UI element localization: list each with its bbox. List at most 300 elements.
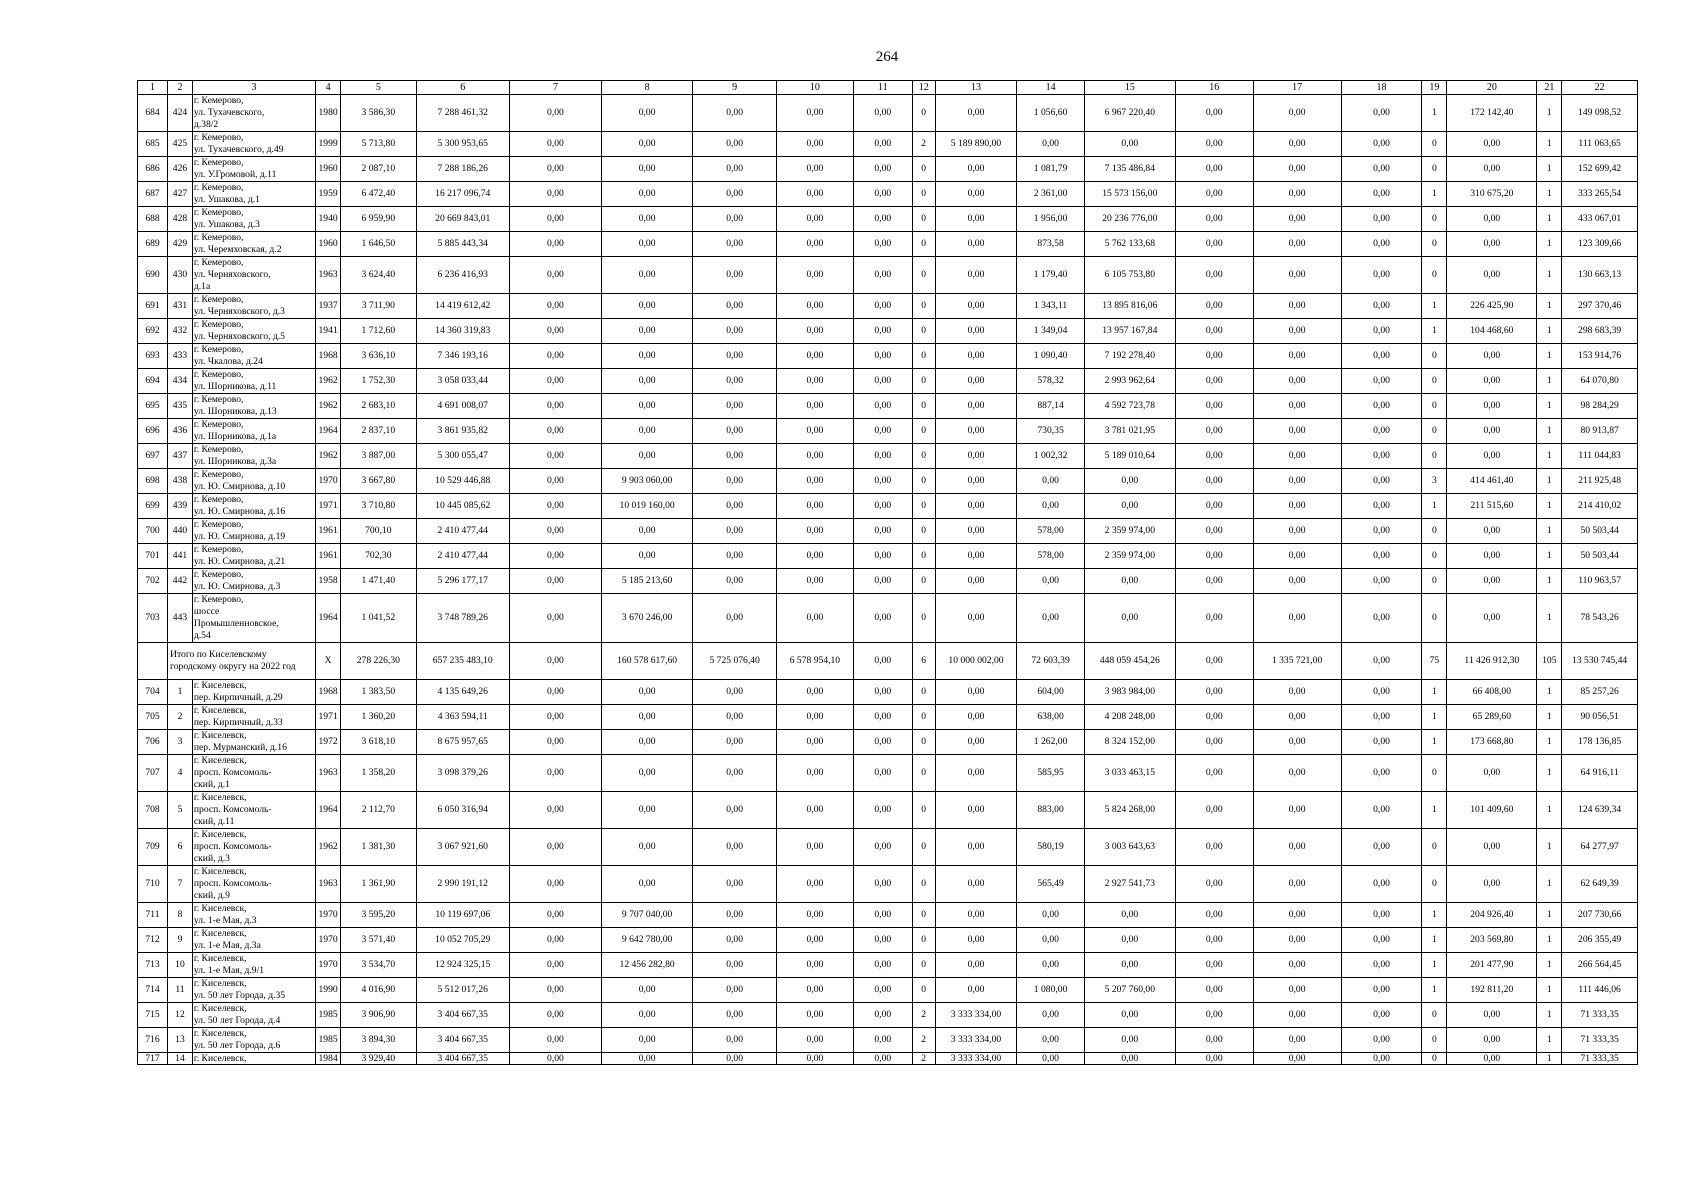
table-cell: 0,00 (1084, 569, 1175, 594)
table-cell: 0,00 (1175, 319, 1253, 344)
address-cell: г. Кемерово, ул. Ушакова, д.1 (192, 182, 315, 207)
table-cell: 0 (912, 469, 935, 494)
table-row (138, 680, 1638, 705)
table-cell: 1984 (316, 1053, 341, 1065)
table-cell: 201 477,90 (1447, 953, 1537, 978)
table-cell: 430 (168, 257, 193, 294)
address-cell: г. Киселевск, ул. 50 лет Города, д.35 (192, 978, 315, 1003)
table-cell: 0,00 (935, 469, 1017, 494)
table-cell: 0,00 (1341, 394, 1422, 419)
table-cell: 0,00 (935, 705, 1017, 730)
table-cell: 0,00 (1253, 294, 1341, 319)
table-cell: 3 710,80 (341, 494, 417, 519)
table-cell: 130 663,13 (1562, 257, 1638, 294)
table-cell: 0,00 (693, 344, 777, 369)
table-cell: 578,00 (1017, 544, 1084, 569)
table-cell: 3 067 921,60 (416, 829, 509, 866)
table-cell: 0,00 (935, 182, 1017, 207)
table-cell: 1980 (316, 95, 341, 132)
table-cell: 62 649,39 (1562, 866, 1638, 903)
table-cell: 0,00 (853, 643, 912, 680)
table-cell: 0,00 (1175, 369, 1253, 394)
table-cell: 0 (1422, 419, 1447, 444)
column-header: 4 (316, 81, 341, 95)
table-cell: 104 468,60 (1447, 319, 1537, 344)
table-cell: 1 335 721,00 (1253, 643, 1341, 680)
table-cell: 0,00 (853, 519, 912, 544)
table-cell: 1 361,90 (341, 866, 417, 903)
table-cell: 0,00 (1341, 705, 1422, 730)
table-cell: 1 (1537, 294, 1562, 319)
table-cell: 0,00 (693, 829, 777, 866)
table-cell: 0 (912, 928, 935, 953)
table-cell: 2 112,70 (341, 792, 417, 829)
table-cell: 0,00 (853, 569, 912, 594)
table-cell: 1 (1537, 730, 1562, 755)
table-cell: 873,58 (1017, 232, 1084, 257)
address-cell: г. Киселевск, просп. Комсомоль- ский, д.1 (192, 755, 315, 792)
table-cell: 1 (1537, 232, 1562, 257)
table-cell: 0,00 (1175, 928, 1253, 953)
address-cell: г. Киселевск, пер. Мурманский, д.16 (192, 730, 315, 755)
table-cell: 0,00 (1084, 1003, 1175, 1028)
table-cell: 0,00 (853, 319, 912, 344)
table-cell: 0,00 (509, 444, 601, 469)
table-cell: 0 (912, 594, 935, 643)
table-cell: 2 990 191,12 (416, 866, 509, 903)
table-cell: 0,00 (777, 132, 854, 157)
table-cell: 690 (138, 257, 168, 294)
table-cell: 1964 (316, 594, 341, 643)
address-cell: г. Киселевск, пер. Кирпичный, д.33 (192, 705, 315, 730)
table-cell: 226 425,90 (1447, 294, 1537, 319)
table-cell: 0,00 (1447, 257, 1537, 294)
table-cell: 1 (1422, 730, 1447, 755)
table-cell: 0 (912, 157, 935, 182)
table-cell: 1937 (316, 294, 341, 319)
table-row (138, 928, 1638, 953)
table-cell: 2 087,10 (341, 157, 417, 182)
table-cell: 0,00 (1341, 444, 1422, 469)
table-cell: 0 (912, 953, 935, 978)
column-header: 5 (341, 81, 417, 95)
table-cell: 0,00 (509, 207, 601, 232)
table-cell: 0,00 (509, 494, 601, 519)
table-cell: 0,00 (602, 95, 693, 132)
table-cell: 0,00 (602, 866, 693, 903)
table-cell: 0,00 (1175, 1003, 1253, 1028)
table-cell: 1972 (316, 730, 341, 755)
table-cell: 1971 (316, 494, 341, 519)
table-cell: 432 (168, 319, 193, 344)
table-cell: 436 (168, 419, 193, 444)
table-cell: 0,00 (1447, 1053, 1537, 1065)
table-cell: 0 (912, 494, 935, 519)
table-cell: 0,00 (693, 95, 777, 132)
table-cell: 717 (138, 1053, 168, 1065)
table-cell: 1 002,32 (1017, 444, 1084, 469)
table-cell: 7 288 461,32 (416, 95, 509, 132)
table-cell: 1962 (316, 444, 341, 469)
table-cell: 0,00 (509, 829, 601, 866)
table-cell: 178 136,85 (1562, 730, 1638, 755)
table-cell: 714 (138, 978, 168, 1003)
table-cell: 0,00 (1341, 755, 1422, 792)
table-cell: 0,00 (935, 730, 1017, 755)
table-cell: 0 (1422, 1028, 1447, 1053)
table-cell: 0,00 (1341, 1003, 1422, 1028)
table-cell: 2 837,10 (341, 419, 417, 444)
table-cell: 3 781 021,95 (1084, 419, 1175, 444)
table-cell: 2 (168, 705, 193, 730)
table-cell: 0 (1422, 569, 1447, 594)
table-cell: 1 (1537, 1053, 1562, 1065)
table-cell: 2 (912, 132, 935, 157)
table-cell: 3 571,40 (341, 928, 417, 953)
table-cell: 0,00 (1175, 444, 1253, 469)
table-cell: 448 059 454,26 (1084, 643, 1175, 680)
table-cell: 1985 (316, 1028, 341, 1053)
table-cell: 0 (912, 95, 935, 132)
table-cell: 0,00 (602, 394, 693, 419)
table-cell: 1 (1422, 294, 1447, 319)
table-cell: 50 503,44 (1562, 544, 1638, 569)
table-cell: 0,00 (693, 544, 777, 569)
table-cell: 2 (912, 1053, 935, 1065)
table-cell: 10 052 705,29 (416, 928, 509, 953)
table-cell: 438 (168, 469, 193, 494)
table-cell: 705 (138, 705, 168, 730)
address-cell: г. Кемерово, ул. Чкалова, д.24 (192, 344, 315, 369)
table-cell: 211 515,60 (1447, 494, 1537, 519)
table-cell: 153 914,76 (1562, 344, 1638, 369)
table-cell: 297 370,46 (1562, 294, 1638, 319)
table-cell: 0,00 (935, 394, 1017, 419)
table-cell: 0,00 (509, 544, 601, 569)
table-cell: 0,00 (935, 928, 1017, 953)
table-cell: 0,00 (693, 928, 777, 953)
table-cell: 0,00 (1341, 494, 1422, 519)
table-cell: 0,00 (853, 755, 912, 792)
table-cell: 688 (138, 207, 168, 232)
table-cell: 0 (912, 344, 935, 369)
table-cell: 0 (1422, 1003, 1447, 1028)
table-cell: 105 (1537, 643, 1562, 680)
table-cell: 71 333,35 (1562, 1003, 1638, 1028)
table-cell: 6 050 316,94 (416, 792, 509, 829)
table-cell: 10 019 160,00 (602, 494, 693, 519)
table-cell: 0,00 (1447, 866, 1537, 903)
table-cell: 0,00 (509, 394, 601, 419)
table-cell: 1 471,40 (341, 569, 417, 594)
table-cell: 5 189 010,64 (1084, 444, 1175, 469)
table-cell: 1 (1422, 95, 1447, 132)
table-cell: 0,00 (602, 1028, 693, 1053)
table-cell: 1 (1537, 1028, 1562, 1053)
table-cell: 0,00 (1175, 705, 1253, 730)
table-cell: 0,00 (693, 1053, 777, 1065)
table-cell: 1962 (316, 394, 341, 419)
table-cell: 702,30 (341, 544, 417, 569)
table-cell: 2 993 962,64 (1084, 369, 1175, 394)
table-cell: 0,00 (602, 444, 693, 469)
table-cell: 0,00 (1253, 755, 1341, 792)
table-row (138, 519, 1638, 544)
table-cell: 0,00 (1253, 978, 1341, 1003)
table-cell: 0,00 (1341, 903, 1422, 928)
table-cell: 443 (168, 594, 193, 643)
table-cell: 1999 (316, 132, 341, 157)
table-cell: 0,00 (1175, 207, 1253, 232)
table-cell: 6 (912, 643, 935, 680)
table-cell: 8 324 152,00 (1084, 730, 1175, 755)
table-row (138, 978, 1638, 1003)
table-cell: 1958 (316, 569, 341, 594)
table-cell: 0 (1422, 232, 1447, 257)
table-cell: 0,00 (1447, 419, 1537, 444)
table-cell: 0,00 (777, 182, 854, 207)
table-cell: 3 333 334,00 (935, 1003, 1017, 1028)
table-cell: 0,00 (1341, 928, 1422, 953)
table-cell: 0 (912, 519, 935, 544)
address-cell: г. Кемерово, ул. Тухачевского, д.49 (192, 132, 315, 157)
table-cell: 0,00 (509, 680, 601, 705)
table-cell: 0,00 (853, 792, 912, 829)
table-cell: 7 192 278,40 (1084, 344, 1175, 369)
table-cell: 0,00 (693, 903, 777, 928)
table-cell: 0,00 (777, 394, 854, 419)
column-header: 11 (853, 81, 912, 95)
table-cell: 0 (1422, 594, 1447, 643)
table-cell: 71 333,35 (1562, 1053, 1638, 1065)
column-header: 21 (1537, 81, 1562, 95)
table-cell: 0,00 (602, 829, 693, 866)
table-cell: 0,00 (1253, 494, 1341, 519)
table-cell: 0,00 (602, 544, 693, 569)
table-cell: 0,00 (1084, 1053, 1175, 1065)
table-cell: 0,00 (1017, 1003, 1084, 1028)
table-cell: 6 578 954,10 (777, 643, 854, 680)
column-header: 3 (192, 81, 315, 95)
table-cell: 0,00 (935, 419, 1017, 444)
table-cell: 0,00 (693, 494, 777, 519)
table-cell: 0 (1422, 444, 1447, 469)
table-cell: 3 983 984,00 (1084, 680, 1175, 705)
table-cell: 0,00 (693, 705, 777, 730)
table-cell: 0,00 (1175, 257, 1253, 294)
table-cell: 3 033 463,15 (1084, 755, 1175, 792)
table-cell: 0,00 (602, 182, 693, 207)
table-cell: 1 262,00 (1017, 730, 1084, 755)
column-header: 7 (509, 81, 601, 95)
table-cell: 12 456 282,80 (602, 953, 693, 978)
table-row (138, 953, 1638, 978)
table-cell: 0,00 (1175, 519, 1253, 544)
table-cell: 8 (168, 903, 193, 928)
table-cell: 0,00 (509, 755, 601, 792)
table-cell: 0 (1422, 519, 1447, 544)
table-cell: 0,00 (777, 928, 854, 953)
table-cell: 75 (1422, 643, 1447, 680)
table-cell: 1959 (316, 182, 341, 207)
table-cell: 0,00 (1341, 469, 1422, 494)
table-cell: 1 (1537, 207, 1562, 232)
table-cell: 696 (138, 419, 168, 444)
table-cell: 1 056,60 (1017, 95, 1084, 132)
table-cell: 111 446,06 (1562, 978, 1638, 1003)
table-cell: 1 646,50 (341, 232, 417, 257)
table-cell: 686 (138, 157, 168, 182)
table-cell: 1 (1422, 182, 1447, 207)
table-cell: 716 (138, 1028, 168, 1053)
table-cell: 1 956,00 (1017, 207, 1084, 232)
table-cell: 687 (138, 182, 168, 207)
table-cell: 0 (1422, 132, 1447, 157)
table-cell: 0,00 (1341, 680, 1422, 705)
table-cell: 0,00 (1341, 953, 1422, 978)
table-cell: 0,00 (1447, 232, 1537, 257)
table-cell: 0,00 (509, 705, 601, 730)
table-cell: 152 699,42 (1562, 157, 1638, 182)
table-cell: 2 410 477,44 (416, 519, 509, 544)
table-cell: 0,00 (935, 792, 1017, 829)
table-cell: 7 346 193,16 (416, 344, 509, 369)
table-cell: 160 578 617,60 (602, 643, 693, 680)
table-cell: 8 675 957,65 (416, 730, 509, 755)
table-cell: 5 185 213,60 (602, 569, 693, 594)
table-cell: 0,00 (1253, 1028, 1341, 1053)
table-cell: 20 236 776,00 (1084, 207, 1175, 232)
table-cell: 5 300 953,65 (416, 132, 509, 157)
table-cell: 0,00 (1017, 594, 1084, 643)
table-cell: 0,00 (853, 132, 912, 157)
table-cell: 0,00 (693, 419, 777, 444)
table-cell: 2 (912, 1028, 935, 1053)
table-cell: 697 (138, 444, 168, 469)
table-cell: 3 404 667,35 (416, 1028, 509, 1053)
column-header: 14 (1017, 81, 1084, 95)
table-cell: 0,00 (1084, 1028, 1175, 1053)
table-cell: 0,00 (693, 792, 777, 829)
table-cell: 5 713,80 (341, 132, 417, 157)
table-cell: 1960 (316, 232, 341, 257)
table-cell: 0,00 (1253, 182, 1341, 207)
table-cell: 0,00 (509, 928, 601, 953)
table-cell: 0,00 (1341, 182, 1422, 207)
table-cell: 0,00 (1341, 519, 1422, 544)
table-cell: 4 691 008,07 (416, 394, 509, 419)
table-cell: 0,00 (777, 680, 854, 705)
table-cell: 638,00 (1017, 705, 1084, 730)
table-row (138, 730, 1638, 755)
table-cell: 1 (1537, 157, 1562, 182)
table-cell: 0,00 (1447, 369, 1537, 394)
table-cell: 0,00 (1341, 157, 1422, 182)
table-cell: 0,00 (602, 1053, 693, 1065)
table-cell: 0,00 (602, 344, 693, 369)
table-cell: 0,00 (1341, 232, 1422, 257)
table-cell: 580,19 (1017, 829, 1084, 866)
table-cell: 1963 (316, 866, 341, 903)
table-cell: 0,00 (509, 257, 601, 294)
table-cell: 1 (1537, 978, 1562, 1003)
table-cell: 0,00 (509, 419, 601, 444)
table-cell: 0,00 (509, 95, 601, 132)
table-cell: 0 (912, 232, 935, 257)
table-cell: 3 624,40 (341, 257, 417, 294)
table-cell: 0,00 (693, 755, 777, 792)
address-cell: г. Кемерово, шоссе Промышленновское, д.54 (192, 594, 315, 643)
table-cell: 0,00 (602, 232, 693, 257)
address-cell: г. Кемерово, ул. Тухачевского, д.38/2 (192, 95, 315, 132)
table-cell: 3 748 789,26 (416, 594, 509, 643)
table-cell: 0,00 (1341, 257, 1422, 294)
table-cell: 1 383,50 (341, 680, 417, 705)
table-cell: 706 (138, 730, 168, 755)
table-cell: 0 (912, 705, 935, 730)
table-cell: 1 (1537, 319, 1562, 344)
table-cell: 0,00 (777, 494, 854, 519)
table-cell: 0,00 (509, 1053, 601, 1065)
table-cell: 0,00 (693, 444, 777, 469)
table-cell: 0,00 (1447, 132, 1537, 157)
table-cell: 1970 (316, 469, 341, 494)
table-cell: 0,00 (853, 257, 912, 294)
table-cell: 5 725 076,40 (693, 643, 777, 680)
table-cell: 0,00 (1341, 344, 1422, 369)
table-cell: 78 543,26 (1562, 594, 1638, 643)
table-cell: 3 534,70 (341, 953, 417, 978)
table-cell: 0,00 (935, 95, 1017, 132)
empty-cell (138, 643, 168, 680)
table-cell: 0,00 (777, 903, 854, 928)
table-cell: 1963 (316, 755, 341, 792)
table-cell: 7 (168, 866, 193, 903)
table-cell: 0,00 (777, 319, 854, 344)
table-cell: 0,00 (777, 829, 854, 866)
table-cell: 0,00 (1017, 569, 1084, 594)
table-cell: 3 333 334,00 (935, 1053, 1017, 1065)
table-cell: 0,00 (602, 1003, 693, 1028)
table-cell: 0 (912, 394, 935, 419)
table-cell: 0,00 (509, 157, 601, 182)
table-cell: 1 381,30 (341, 829, 417, 866)
table-cell: 0,00 (935, 755, 1017, 792)
column-header: 19 (1422, 81, 1447, 95)
table-cell: 0,00 (1253, 544, 1341, 569)
table-cell: 0,00 (602, 369, 693, 394)
table-cell: 9 642 780,00 (602, 928, 693, 953)
table-cell: 693 (138, 344, 168, 369)
table-cell: 0,00 (1175, 680, 1253, 705)
table-cell: 9 707 040,00 (602, 903, 693, 928)
table-cell: 0,00 (853, 232, 912, 257)
table-cell: 1970 (316, 953, 341, 978)
table-cell: 278 226,30 (341, 643, 417, 680)
table-cell: 0,00 (1447, 207, 1537, 232)
table-cell: 604,00 (1017, 680, 1084, 705)
table-cell: 3 (168, 730, 193, 755)
table-cell: 3 098 379,26 (416, 755, 509, 792)
table-cell: 0,00 (935, 232, 1017, 257)
table-cell: 0,00 (693, 157, 777, 182)
table-cell: 0,00 (853, 953, 912, 978)
table-cell: 0,00 (1341, 294, 1422, 319)
table-cell: 0,00 (777, 519, 854, 544)
table-cell: 11 426 912,30 (1447, 643, 1537, 680)
table-cell: 0,00 (935, 157, 1017, 182)
table-cell: 433 067,01 (1562, 207, 1638, 232)
